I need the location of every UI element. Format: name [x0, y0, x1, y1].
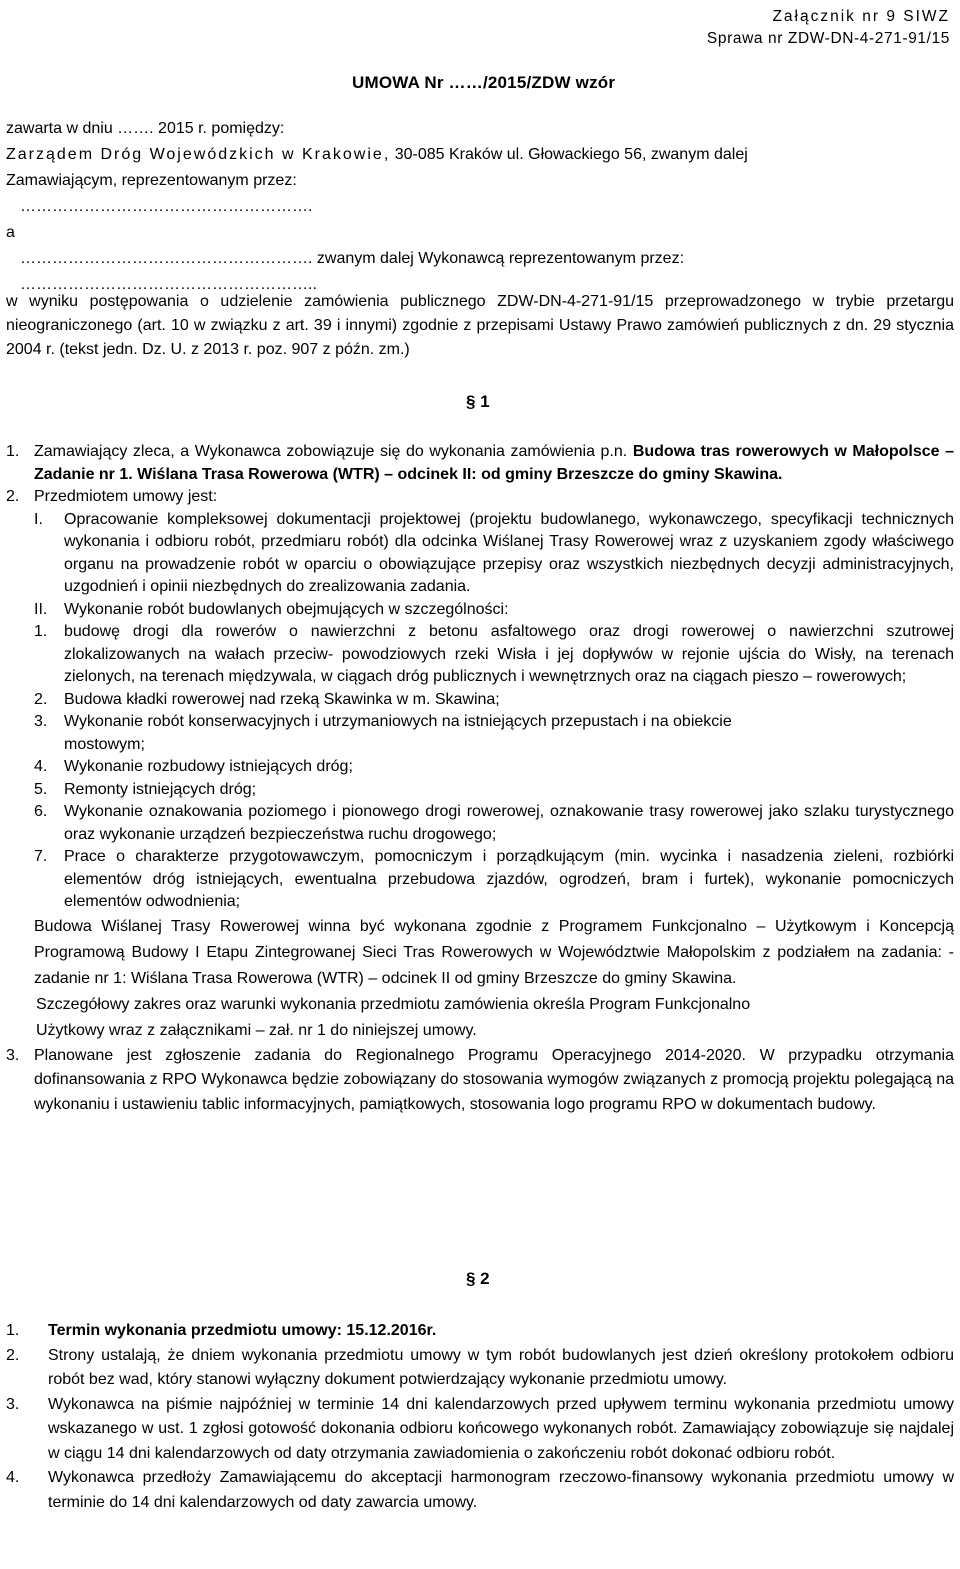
item-text: Wykonanie robót konserwacyjnych i utrzymaniowych na istniejących przepustach i na obiekcie mostowym; — [64, 713, 732, 753]
section-2-body — [6, 1319, 954, 1515]
clause-text: Przedmiotem umowy jest: — [34, 488, 218, 505]
item-text: Wykonanie rozbudowy istniejących dróg; — [64, 758, 353, 775]
section-1-body — [6, 441, 954, 1117]
contractor-line: ………………………………………………. zwanym dalej Wykonawcą reprezentowanym przez: — [20, 250, 685, 267]
case-number: Sprawa nr ZDW-DN-4-271-91/15 — [706, 30, 950, 47]
attachment-label: Załącznik nr 9 SIWZ — [772, 8, 950, 25]
section-2-heading: § 2 — [466, 1269, 490, 1288]
clause-number: 3. — [6, 1046, 20, 1064]
works-item-3 — [6, 711, 954, 756]
item-text: Remonty istniejących dróg; — [64, 780, 257, 798]
clause-2-3 — [6, 1393, 954, 1467]
item-number: 2. — [34, 690, 48, 708]
item-text: budowę drogi dla rowerów o nawierzchni z betonu asfaltowego oraz drogi rowerowej o nawierzchni szutrowej zlokalizowanych na wałach przeciw- powodziowych rzeki Wisła i jej dopływów w rejonie ujścia do Wisły, na terenach zielonych, na terenach międzywala, w ciągach dróg publicznych i wewnętrznych oraz na ciągach pieszo – rowerowych; — [64, 623, 954, 685]
contract-subject-bold: Budowa tras rowerowych w Małopolsce – Zadanie nr 1. Wiślana Trasa Rowerowa (WTR) – odcinek II: od gminy Brzeszcze do gminy Skawina. — [34, 443, 954, 483]
scope-line-2: Użytkowy wraz z załącznikami – zał. nr 1 do niniejszej umowy. — [36, 1021, 477, 1039]
item-text: Prace o charakterze przygotowawczym, pomocniczym i porządkującym (min. wycinka i nasadzenia zieleni, rozbiórki elementów dróg istniejących, ewentualna przebudowa zjazdów, ogrodzeń, bram i furtek), wykonanie pomocniczych elementów odwodnienia; — [64, 848, 954, 910]
contract-date-line: zawarta w dniu ……. 2015 r. pomiędzy: — [6, 120, 285, 137]
item-number: 4. — [34, 758, 48, 775]
clause-number: 1. — [6, 1322, 20, 1339]
parties-block — [6, 116, 954, 298]
works-item-4 — [6, 756, 954, 779]
clause-number: 2. — [6, 488, 20, 505]
clause-text: Wykonawca przedłoży Zamawiającemu do akceptacji harmonogram rzeczowo-finansowy wykonania przedmiotu umowy w terminie do 14 dni kalendarzowych od daty zawarcia umowy. — [48, 1469, 954, 1511]
employer-name: Zarządem Dróg Wojewódzkich w Krakowie, — [6, 146, 391, 163]
employer-address: 30-085 Kraków ul. Głowackiego 56, zwanym dalej — [390, 146, 748, 163]
clause-1-2-I — [6, 509, 954, 599]
employer-rep-placeholder: ………………………………………………. — [20, 198, 313, 215]
works-item-6 — [6, 801, 954, 846]
program-compliance-paragraph: Budowa Wiślanej Trasy Rowerowej winna być wykonana zgodnie z Programem Funkcjonalno – Użytkowym i Koncepcją Programową Budowy I Etapu Zintegrowanej Sieci Tras Rowerowych w Województwie Małopolskim z podziałem na zadania: - zadanie nr 1: Wiślana Trasa Rowerowa (WTR) – odcinek II od gminy Brzeszcze do gminy Skawina. — [34, 917, 954, 987]
employer-representation: Zamawiającym, reprezentowanym przez: — [6, 172, 297, 189]
item-number: 6. — [34, 803, 48, 820]
works-item-7 — [6, 846, 954, 914]
clause-text: Wykonanie robót budowlanych obejmujących w szczególności: — [64, 600, 509, 618]
item-text: Budowa kładki rowerowej nad rzeką Skawinka w m. Skawina; — [64, 690, 500, 708]
contract-title: UMOWA Nr ……/2015/ZDW wzór — [352, 73, 616, 92]
clause-1-1 — [6, 441, 954, 486]
clause-number: 4. — [6, 1469, 20, 1486]
conjunction-a: a — [6, 224, 15, 241]
clause-1-2-II — [6, 599, 954, 622]
works-item-5 — [6, 779, 954, 802]
works-item-1 — [6, 621, 954, 689]
contractor-rep-placeholder: ……………………………………………….. — [20, 276, 317, 293]
item-number: 3. — [34, 713, 48, 730]
clause-1-2 — [6, 486, 954, 509]
item-number: 1. — [34, 623, 48, 640]
item-number: 7. — [34, 848, 48, 865]
deadline-text: Termin wykonania przedmiotu umowy: 15.12.2016r. — [48, 1322, 437, 1339]
clause-text: Planowane jest zgłoszenie zadania do Regionalnego Programu Operacyjnego 2014-2020. W przypadku otrzymania dofinansowania z RPO Wykonawca będzie zobowiązany do stosowania wymogów związanych z promocją projektu polegającą na wykonaniu i ustawieniu tablic informacyjnych, pamiątkowych, stosowania logo programu RPO w dokumentach budowy. — [34, 1046, 954, 1113]
clause-2-4 — [6, 1466, 954, 1515]
section-1-heading: § 1 — [466, 392, 490, 411]
clause-text: Wykonawca na piśmie najpóźniej w terminie 14 dni kalendarzowych przed upływem terminu wykonania przedmiotu umowy wskazanego w ust. 1 zgłosi gotowość dokonania odbioru końcowego wykonanych robót. Zamawiający zobowiązuje się najdalej w ciągu 14 dni kalendarzowych od daty otrzymania zawiadomienia o zakończeniu robót dokonać odbioru robót. — [48, 1395, 954, 1462]
clause-number: I. — [34, 510, 43, 528]
item-number: 5. — [34, 780, 48, 798]
clause-2-2 — [6, 1344, 954, 1393]
clause-number: 1. — [6, 443, 20, 460]
clause-number: II. — [34, 600, 48, 618]
clause-number: 2. — [6, 1346, 20, 1364]
clause-2-1 — [6, 1319, 954, 1344]
clause-number: 3. — [6, 1395, 20, 1413]
item-text: Wykonanie oznakowania poziomego i pionowego drogi rowerowej, oznakowanie trasy rowerowej jako szlaku turystycznego oraz wykonanie urządzeń bezpieczeństwa ruchu drogowego; — [64, 803, 954, 843]
scope-line-1: Szczegółowy zakres oraz warunki wykonania przedmiotu zamówienia określa Program Funkcjonalno — [36, 995, 751, 1013]
document-header — [707, 6, 950, 50]
clause-text: Strony ustalają, że dniem wykonania przedmiotu umowy w tym robót budowlanych jest dzień określony protokołem odbioru robót bez wad, który stanowi wyłączny dokument potwierdzający wykonanie przedmiotu umowy. — [48, 1346, 954, 1388]
clause-1-3 — [6, 1044, 954, 1118]
employer-line — [6, 142, 954, 168]
preamble-paragraph: w wyniku postępowania o udzielenie zamówienia publicznego ZDW-DN-4-271-91/15 przeprowadzonego w trybie przetargu nieograniczonego (art. 10 w związku z art. 39 i innymi) zgodnie z przepisami Ustawy Prawo zamówień publicznych z dn. 29 stycznia 2004 r. (tekst jedn. Dz. U. z 2013 r. poz. 907 z późn. zm.) — [6, 293, 954, 358]
clause-text: Opracowanie kompleksowej dokumentacji projektowej (projektu budowlanego, wykonawczego, specyfikacji technicznych wykonania i odbioru robót, przedmiaru robót) dla odcinka Wiślanej Trasy Rowerowej wraz z uzyskaniem zgody właściwego organu na prowadzenie robót w oparciu o obowiązujące przepisy oraz wszystkich niezbędnych decyzji administracyjnych, uzgodnień i opinii niezbędnych do zrealizowania zadania. — [64, 510, 954, 595]
clause-text: Zamawiający zleca, a Wykonawca zobowiązuje się do wykonania zamówienia p.n. — [34, 443, 633, 460]
works-item-2 — [6, 689, 954, 712]
